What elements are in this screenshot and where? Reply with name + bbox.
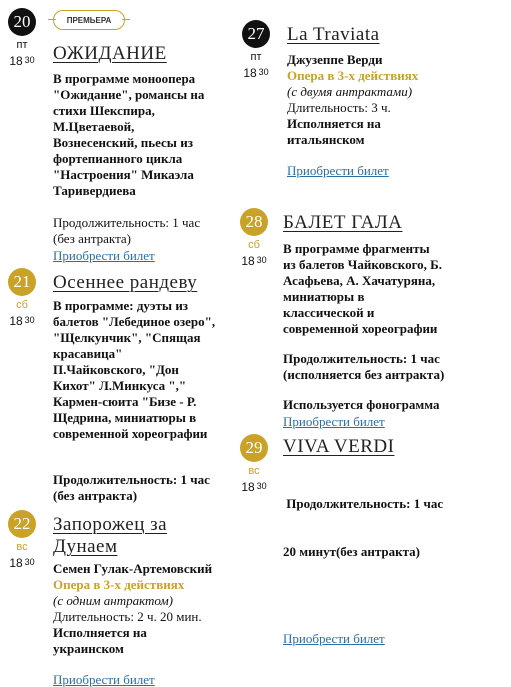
day-of-week: пт [16, 39, 28, 51]
event-title[interactable]: VIVA VERDI [283, 436, 395, 457]
event-time: 18 $^{30}$ [243, 66, 269, 80]
event-intermission: (с одним антрактом) [53, 593, 174, 608]
day-of-week: пт [250, 51, 262, 63]
event-21-content [53, 272, 233, 504]
buy-ticket-link[interactable]: Приобрести билет [53, 672, 155, 687]
day-number: 21 [8, 268, 36, 296]
event-duration: Продолжительность: 1 час (исполняется без антракта) [283, 351, 445, 382]
date-block [238, 208, 270, 268]
date-block [6, 8, 38, 68]
day-of-week: сб [16, 299, 28, 311]
event-duration: Длительность: 3 ч. [287, 100, 391, 115]
event-duration: Продолжительность: 1 час (без антракта) [53, 472, 210, 503]
event-phonogram: Используется фонограмма [283, 397, 440, 412]
day-of-week: вс [248, 465, 260, 477]
day-number: 28 [240, 208, 268, 236]
day-number: 27 [242, 20, 270, 48]
event-genre: Опера в 3-х действиях [287, 68, 419, 83]
event-genre: Опера в 3-х действиях [53, 577, 185, 592]
date-block [240, 20, 272, 80]
event-20-content [53, 43, 233, 265]
event-time: 18 $^{30}$ [241, 480, 267, 494]
event-27-content [287, 24, 467, 180]
day-of-week: вс [16, 541, 28, 553]
buy-ticket-link[interactable]: Приобрести билет [53, 248, 155, 263]
event-time: 18 $^{30}$ [241, 254, 267, 268]
event-duration: Длительность: 2 ч. 20 мин. [53, 609, 202, 624]
event-28-content [283, 212, 473, 431]
buy-ticket-link[interactable]: Приобрести билет [287, 163, 389, 178]
event-time: 18 $^{30}$ [9, 556, 35, 570]
event-time: 18 $^{30}$ [9, 54, 35, 68]
event-author: Семен Гулак-Артемовский [53, 561, 213, 576]
event-title[interactable]: ОЖИДАНИЕ [53, 43, 167, 64]
date-block [6, 268, 38, 328]
date-block [238, 434, 270, 494]
day-of-week: сб [248, 239, 260, 251]
event-title[interactable]: La Traviata [287, 24, 380, 45]
day-number: 29 [240, 434, 268, 462]
event-22-content [53, 514, 233, 687]
day-number: 22 [8, 510, 36, 538]
premiere-badge: ПРЕМЬЕРА [53, 10, 125, 30]
event-time: 18 $^{30}$ [9, 314, 35, 328]
event-title[interactable]: Запорожец за Дунаем [53, 514, 168, 557]
event-title[interactable]: Осеннее рандеву [53, 272, 198, 293]
event-author: Джузеппе Верди [287, 52, 383, 67]
buy-ticket-link[interactable]: Приобрести билет [283, 414, 385, 429]
event-language: Исполняется на итальянском [287, 116, 381, 147]
event-title[interactable]: БАЛЕТ ГАЛА [283, 212, 403, 233]
event-description: В программе моноопера "Ожидание", романсы на стихи Шекспира, М.Цветаевой, Вознесенский, пьесы из фортепианного цикла "Настроения" Микаэла Таривердиева [53, 71, 205, 198]
event-intermission: (с двумя антрактами) [287, 84, 413, 99]
date-block [6, 510, 38, 570]
event-duration: Продолжительность: 1 час (без антракта) [53, 215, 201, 246]
event-description: В программе фрагменты из балетов Чайковского, Б. Асафьева, А. Хачатуряна, миниатюры в классической и современной хореографии [283, 241, 443, 336]
event-29-content [283, 436, 473, 648]
buy-ticket-link[interactable]: Приобрести билет [283, 631, 385, 646]
event-duration: Продолжительность: 1 час 20 минут(без антракта) [283, 496, 444, 559]
event-description: В программе: дуэты из балетов "Лебединое озеро", "Щелкунчик", "Спящая красавица" П.Чайковского, "Дон Кихот" Л.Минкуса "," Кармен-сюита "Бизе - Р. Щедрина, миниатюры в современной хореографии [53, 298, 216, 441]
day-number: 20 [8, 8, 36, 36]
event-language: Исполняется на украинском [53, 625, 147, 656]
